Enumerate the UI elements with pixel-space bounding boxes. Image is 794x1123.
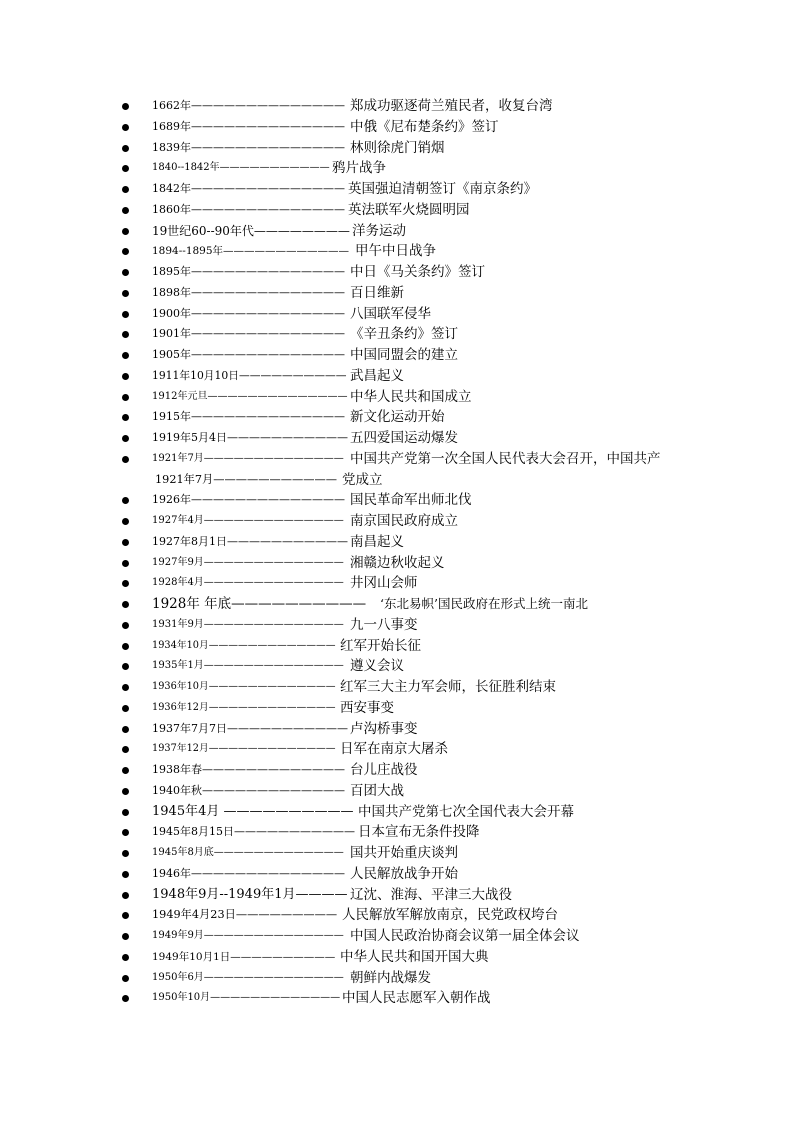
timeline-event: ‘东北易帜’国民政府在形式上统一南北 [380,596,588,611]
timeline-event: 国共开始重庆谈判 [350,845,458,861]
timeline-row [118,677,758,698]
timeline-date: 1894--1895年———————————— [152,245,350,258]
timeline-row [118,449,758,470]
timeline-row-continuation [118,470,758,491]
bullet-icon [122,248,129,255]
timeline-date: 1940年秋————————————— [152,783,345,797]
timeline-date: 1935年1月—————————————— [152,660,344,672]
timeline-date: 1912年元旦—————————————— [152,390,348,402]
bullet-icon [122,850,129,857]
timeline-date: 1911年10月10日—————————— [152,368,347,382]
timeline-event: 鸦片战争 [332,160,386,177]
timeline-row [118,698,758,719]
timeline-event: 英法联军火烧圆明园 [348,201,470,218]
bullet-icon [122,186,129,193]
timeline-event: 南昌起义 [350,533,404,550]
timeline-row [118,117,758,138]
timeline-event: 朝鲜内战爆发 [350,969,431,986]
timeline-date: 1949年9月—————————————— [152,930,344,941]
timeline-event: 百日维新 [350,284,404,301]
timeline-row [118,905,758,926]
timeline-event: 中国共产党第七次全国代表大会开幕 [358,803,574,820]
timeline-event: 中日《马关条约》签订 [350,264,485,280]
timeline-row [118,926,758,947]
bullet-icon [122,435,129,442]
bullet-icon [122,975,129,982]
timeline-date: 1840--1842年——————————— [152,162,330,174]
timeline-row [118,241,758,262]
timeline-date: 1945年4月 —————————— [152,803,354,819]
timeline-row [118,885,758,906]
timeline-row [118,428,758,449]
timeline-date: 1937年7月7日——————————— [152,721,348,735]
bullet-icon [122,518,129,525]
timeline-event: 五四爱国运动爆发 [350,430,458,446]
timeline-event: 红军开始长征 [340,637,421,654]
bullet-icon [122,290,129,297]
timeline-row [118,179,758,200]
timeline-row [118,553,758,574]
timeline-date: 1662年—————————————— [152,99,345,112]
timeline-date: 1915年—————————————— [152,410,345,424]
timeline-event: 九一八事变 [350,616,418,633]
timeline-row [118,864,758,885]
timeline-event: 辽沈、淮海、平津三大战役 [350,886,512,903]
timeline-row [118,221,758,242]
bullet-icon [122,228,129,235]
bullet-icon [122,207,129,214]
timeline-event: 湘赣边秋收起义 [350,554,445,571]
timeline-row [118,802,758,823]
bullet-icon [122,311,129,318]
timeline-row [118,615,758,636]
timeline-row [118,739,758,760]
timeline-event: 新文化运动开始 [350,409,445,426]
bullet-icon [122,124,129,131]
timeline-row [118,656,758,677]
bullet-icon [122,871,129,878]
timeline-date: 1927年9月—————————————— [152,556,344,568]
timeline-date: 1927年4月—————————————— [152,515,344,526]
timeline-row [118,843,758,864]
timeline-date: 1860年—————————————— [152,202,345,216]
timeline-date: 1842年—————————————— [152,182,345,195]
timeline-row [118,283,758,304]
timeline-event: 国民革命军出师北伐 [350,492,472,509]
timeline-date: 1928年 年底—————————— [152,596,367,612]
timeline-row [118,511,758,532]
bullet-icon [122,414,129,421]
timeline-date: 1945年8月底————————————— [152,847,344,858]
bullet-icon [122,560,129,567]
bullet-icon [122,539,129,546]
timeline-event: 武昌起义 [350,367,404,384]
timeline-event: 中国同盟会的建立 [350,347,458,363]
timeline-row [118,968,758,989]
timeline-event: 八国联军侵华 [350,305,431,322]
timeline-row [118,947,758,968]
bullet-icon [122,103,129,110]
timeline-event: 中国人民志愿军入朝作战 [342,990,491,1007]
timeline-row [118,407,758,428]
timeline-date: 1936年12月————————————— [152,701,336,713]
timeline-row [118,988,758,1009]
timeline-date: 1919年5月4日——————————— [152,431,348,444]
timeline-date: 1927年8月1日——————————— [152,534,348,548]
timeline-date: 19世纪60--90年代———————— [152,223,350,238]
timeline-date: 1689年—————————————— [152,119,345,133]
timeline-date: 1921年7月——————————— [155,472,338,486]
bullet-icon [122,767,129,774]
bullet-icon [122,726,129,733]
timeline-date: 1936年10月————————————— [152,681,336,692]
bullet-icon [122,912,129,919]
timeline-event: 日军在南京大屠杀 [340,741,448,758]
timeline-event: 中俄《尼布楚条约》签订 [350,118,499,135]
timeline-date: 1945年8月15日——————————— [152,825,355,839]
bullet-icon [122,456,129,463]
bullet-icon [122,269,129,276]
timeline-event: 井冈山会师 [350,575,418,592]
timeline-row [118,781,758,802]
timeline-date: 1931年9月—————————————— [152,618,344,630]
bullet-icon [122,643,129,650]
timeline-date: 1839年—————————————— [152,140,345,154]
bullet-icon [122,954,129,961]
timeline-event: 中华人民共和国成立 [350,388,472,405]
timeline-date: 1950年6月—————————————— [152,971,344,983]
timeline-date: 1926年—————————————— [152,493,345,507]
timeline-date: 1948年9月--1949年1月———— [152,886,348,902]
timeline-date: 1901年—————————————— [152,327,345,341]
timeline-event: 中国人民政治协商会议第一届全体会议 [350,928,580,944]
bullet-icon [122,497,129,504]
bullet-icon [122,331,129,338]
timeline-event: 中国共产党第一次全国人民代表大会召开，中国共产 [350,450,661,467]
timeline-event: 中华人民共和国开国大典 [340,948,489,965]
timeline-date: 1895年—————————————— [152,265,345,278]
timeline-event: 百团大战 [350,782,404,799]
timeline-event: 洋务运动 [352,222,406,239]
timeline-event: 台儿庄战役 [350,762,418,778]
bullet-icon [122,933,129,940]
timeline-event: 甲午中日战争 [355,243,436,260]
timeline-event: 党成立 [342,471,383,488]
timeline-row [118,760,758,781]
timeline-row [118,573,758,594]
timeline-date: 1900年—————————————— [152,306,345,320]
bullet-icon [122,165,129,172]
timeline-date: 1950年10月————————————— [152,992,341,1004]
timeline-event: 卢沟桥事变 [350,720,418,737]
timeline-date: 1921年7月—————————————— [152,452,344,464]
timeline-row [118,594,758,615]
timeline-event: 《辛丑条约》签订 [350,326,458,343]
bullet-icon [122,705,129,712]
timeline-row [118,200,758,221]
bullet-icon [122,829,129,836]
bullet-icon [122,352,129,359]
timeline-event: 红军三大主力军会师，长征胜利结束 [340,679,556,695]
timeline-row [118,490,758,511]
bullet-icon [122,622,129,629]
timeline-row [118,822,758,843]
timeline-row [118,366,758,387]
bullet-icon [122,809,129,816]
timeline-date: 1928年4月—————————————— [152,577,344,589]
timeline-row [118,719,758,740]
bullet-icon [122,788,129,795]
bullet-icon [122,394,129,401]
timeline-event: 林则徐虎门销烟 [350,139,445,156]
timeline-event: 人民解放军解放南京，民党政权垮台 [342,907,558,924]
timeline-row [118,138,758,159]
timeline-date: 1946年—————————————— [152,866,345,880]
timeline-event: 西安事变 [340,699,394,716]
bullet-icon [122,580,129,587]
timeline-date: 1898年—————————————— [152,285,345,299]
timeline-event: 日本宣布无条件投降 [358,824,480,841]
bullet-icon [122,684,129,691]
timeline-row [118,324,758,345]
timeline-event: 南京国民政府成立 [350,513,458,529]
bullet-icon [122,145,129,152]
timeline-row [118,158,758,179]
timeline-row [118,96,758,117]
timeline-row [118,532,758,553]
bullet-icon [122,663,129,670]
timeline-event: 郑成功驱逐荷兰殖民者，收复台湾 [350,98,553,114]
timeline-event: 人民解放战争开始 [350,865,458,882]
timeline-row [118,387,758,408]
timeline-date: 1937年12月————————————— [152,743,336,755]
timeline-date: 1905年—————————————— [152,348,345,361]
timeline-list [118,96,758,1009]
timeline-event: 英国强迫清朝签订《南京条约》 [348,181,537,197]
timeline-row [118,304,758,325]
bullet-icon [122,746,129,753]
timeline-date: 1949年10月1日—————————— [152,950,336,963]
timeline-date: 1934年10月————————————— [152,639,336,651]
timeline-date: 1949年4月23日————————— [152,908,338,922]
timeline-row [118,636,758,657]
bullet-icon [122,892,129,899]
bullet-icon [122,373,129,380]
timeline-row [118,345,758,366]
bullet-icon [122,601,129,608]
timeline-event: 遵义会议 [350,658,404,675]
timeline-row [118,262,758,283]
timeline-date: 1938年春————————————— [152,763,345,776]
bullet-icon [122,995,129,1002]
